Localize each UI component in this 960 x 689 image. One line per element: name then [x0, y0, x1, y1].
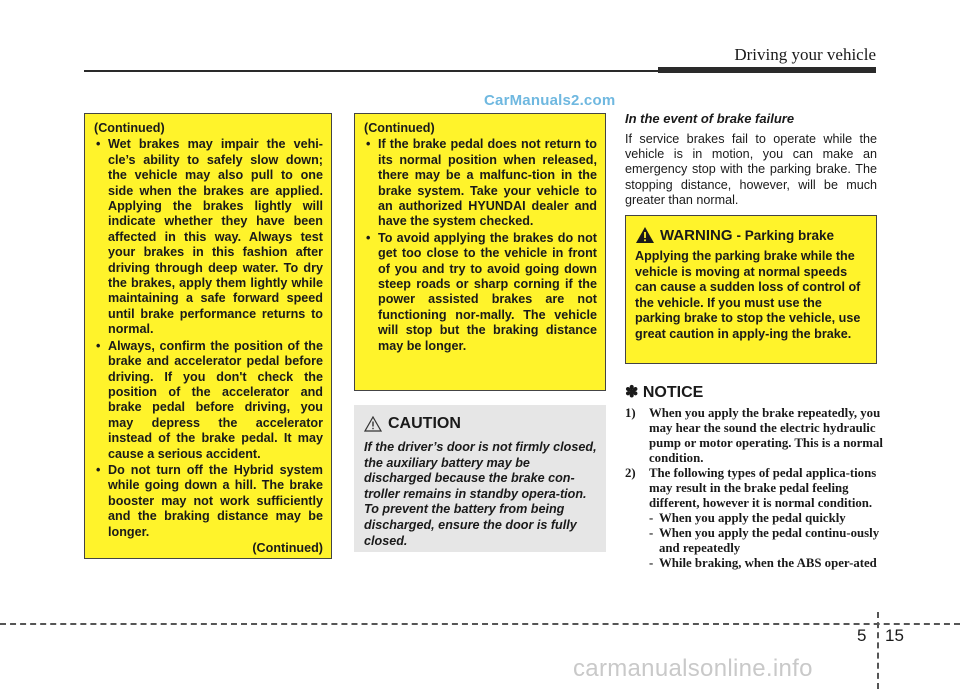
warning-text: Applying the parking brake while the vehicle is moving at normal speeds can cause a sudden loss of control of the vehicle. If you must use the parking brake to stop the vehicle, use great caution in apply-ing the brake. — [635, 249, 861, 341]
brake-failure-section — [625, 111, 877, 208]
continued-label: (Continued) — [94, 121, 165, 135]
warning-heading — [635, 226, 868, 244]
left-box-list — [94, 137, 323, 540]
header-rule — [84, 70, 660, 72]
section-title: In the event of brake failure — [625, 111, 795, 126]
list-item: • To avoid applying the brakes do not get too close to the vehicle in front of you and try to avoid going down steep roads or sharp corning if the power assisted brakes are not functioning nor-mally. The vehicle will stop but the braking distance may be longer. — [366, 230, 597, 353]
warning-subtitle: - Parking brake — [736, 227, 835, 243]
middle-warning-box — [354, 113, 606, 391]
notice-subitem: - When you apply the pedal quickly — [649, 511, 846, 525]
warning-triangle-icon — [635, 226, 655, 244]
list-item: • Always, confirm the position of the brake and accelerator pedal before driving. If you don't check the position of the accelerator and brake pedal before driving, you may depress the accelerator instead of the brake pedal. It may cause a serious accident. — [96, 338, 323, 461]
notice-title: ✽ NOTICE — [625, 384, 704, 401]
left-warning-box — [84, 113, 332, 559]
footer-dashed-divider — [877, 612, 879, 689]
notice-item: 1) When you apply the brake repeatedly, you may hear the sound the electric hydraulic pump or motor operating. This is a normal condition. — [625, 406, 883, 465]
bullet: • — [366, 230, 371, 245]
bullet: • — [366, 137, 371, 152]
caution-text: If the driver’s door is not firmly closed, the auxiliary battery may be discharged because the brake con-troller remains in standby opera-tion. To prevent the battery from being discharged, ensure the door is fully closed. — [364, 440, 597, 548]
list-item: • Wet brakes may impair the vehi-cle’s ability to safely slow down; the vehicle may also pull to one side when the brakes are applied. Applying the brakes lightly will indicate whether they have been affected in this way. Always test your brakes in this fashion after driving through deep water. To dry the brakes, apply them lightly while maintaining a safe forward speed until brake performance returns to normal. — [96, 137, 323, 337]
bullet: • — [96, 338, 101, 353]
notice-item: 2) The following types of pedal applica-tions may result in the brake pedal feeling different, however it is normal condition. — [625, 466, 877, 510]
warning-title: WARNING — [660, 226, 733, 244]
notice-subitem: - When you apply the pedal continu-ously and repeatedly — [649, 526, 880, 555]
section-body: If service brakes fail to operate while the vehicle is in motion, you can make an emergency stop with the parking brake. The stopping distance, however, will be much greater than normal. — [625, 132, 877, 207]
caution-box — [354, 405, 606, 552]
section-number: 5 — [857, 626, 867, 645]
footer-dashed-rule — [0, 623, 960, 625]
caution-triangle-icon — [364, 416, 382, 432]
header-rule-thick — [658, 67, 876, 73]
parking-brake-warning-box — [625, 215, 877, 364]
watermark-top: CarManuals2.com — [484, 92, 616, 109]
continued-label-end: (Continued) — [252, 540, 323, 555]
caution-title: CAUTION — [388, 415, 461, 432]
bullet: • — [96, 462, 101, 477]
page-number: 15 — [885, 626, 904, 645]
list-item: • If the brake pedal does not return to its normal position when released, there may be a malfunc-tion in the brake system. Take your vehicle to an authorized HYUNDAI dealer and have the system checked. — [366, 137, 597, 229]
list-item: • Do not turn off the Hybrid system while going down a hill. The brake booster may not work sufficiently and the braking distance may be longer. — [96, 462, 323, 539]
middle-box-list — [364, 137, 597, 354]
continued-label: (Continued) — [364, 121, 435, 135]
notice-section — [625, 382, 883, 571]
caution-heading — [364, 415, 598, 433]
bullet: • — [96, 137, 101, 152]
watermark-bottom: carmanualsonline.info — [573, 655, 813, 682]
notice-subitem: - While braking, when the ABS oper-ated — [649, 556, 877, 570]
header-title: Driving your vehicle — [734, 45, 876, 64]
notice-list — [625, 406, 883, 571]
